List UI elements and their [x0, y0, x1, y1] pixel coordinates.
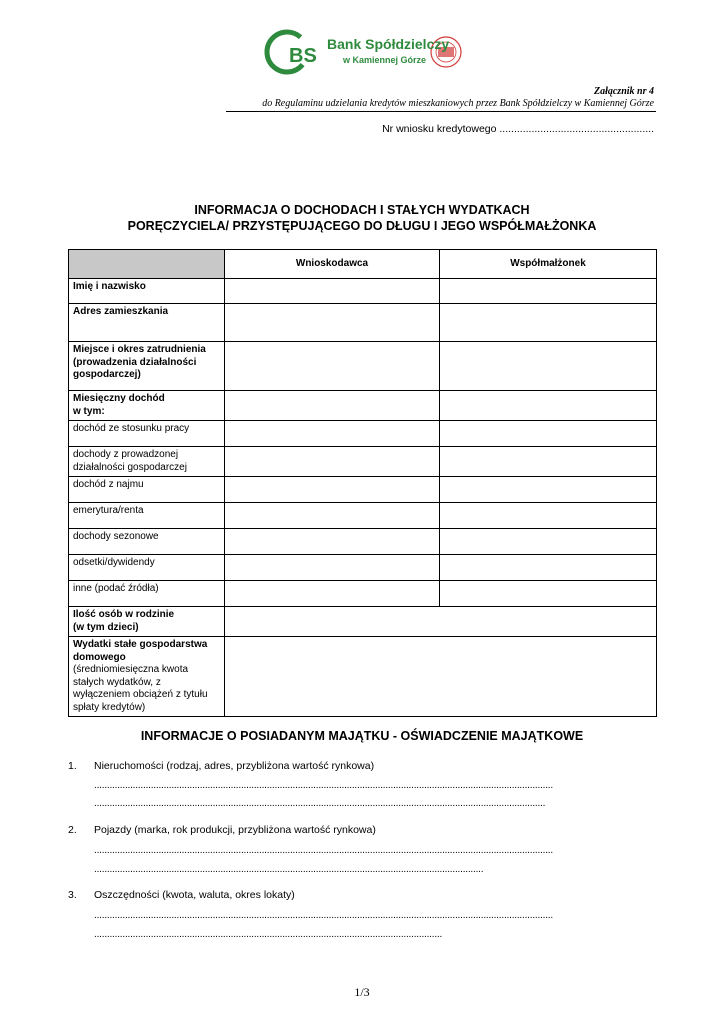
assets-heading: INFORMACJE O POSIADANYM MAJĄTKU - OŚWIADCZENIE MAJĄTKOWE — [140, 729, 584, 743]
table-row — [69, 607, 657, 637]
spouse-pension-cell[interactable] — [440, 503, 657, 529]
asset-item-savings — [68, 889, 295, 901]
applicant-employment-cell[interactable] — [225, 342, 440, 391]
table-row — [69, 529, 657, 555]
asset-label: Pojazdy (marka, rok produkcji, przybliżona wartość rynkowa) — [94, 824, 376, 836]
asset-label: Oszczędności (kwota, waluta, okres lokaty) — [94, 889, 295, 901]
applicant-employment-income-cell[interactable] — [225, 421, 440, 447]
table-row — [69, 581, 657, 607]
applicant-rental-income-cell[interactable] — [225, 477, 440, 503]
row-label-other: inne (podać źródła) — [69, 581, 225, 607]
savings-line2[interactable]: ....................................................................................................................................... — [94, 929, 443, 940]
real-estate-line2[interactable]: ............................................................................................................................................................................... — [94, 798, 546, 809]
family-size-cell[interactable] — [225, 607, 657, 637]
row-label-employment-income: dochód ze stosunku pracy — [69, 421, 225, 447]
row-label-expenses — [69, 637, 225, 717]
table-row — [69, 342, 657, 391]
row-label-family — [69, 607, 225, 637]
row-label-pension: emerytura/renta — [69, 503, 225, 529]
main-heading — [0, 202, 724, 234]
real-estate-line1[interactable]: .................................................................................................................................................................................. — [94, 780, 553, 791]
application-number[interactable]: Nr wniosku kredytowego ..................................................... — [382, 123, 654, 135]
expenses-title: Wydatki stałe gospodarstwa domowego — [73, 639, 208, 663]
row-label-employment: Miejsce i okres zatrudnienia (prowadzenia działalności gospodarczej) — [69, 342, 225, 391]
table-row — [69, 421, 657, 447]
annex-subtitle: do Regulaminu udzielania kredytów mieszkaniowych przez Bank Spółdzielczy w Kamiennej Górze — [262, 98, 654, 109]
expenses-cell[interactable] — [225, 637, 657, 717]
applicant-income-cell[interactable] — [225, 391, 440, 421]
col-applicant: Wnioskodawca — [225, 250, 440, 279]
income-table — [68, 249, 657, 717]
row-label-interest: odsetki/dywidendy — [69, 555, 225, 581]
spouse-seasonal-cell[interactable] — [440, 529, 657, 555]
asset-label: Nieruchomości (rodzaj, adres, przybliżona wartość rynkowa) — [94, 760, 375, 772]
spouse-employment-income-cell[interactable] — [440, 421, 657, 447]
asset-num: 3. — [68, 889, 77, 901]
row-label-address: Adres zamieszkania — [69, 304, 225, 342]
savings-line1[interactable]: .................................................................................................................................................................................. — [94, 910, 553, 921]
row-label-seasonal: dochody sezonowe — [69, 529, 225, 555]
logo-line2: w Kamiennej Górze — [343, 55, 427, 65]
spouse-interest-cell[interactable] — [440, 555, 657, 581]
spouse-business-income-cell[interactable] — [440, 447, 657, 477]
header-divider — [226, 111, 656, 112]
income-sub: w tym: — [73, 405, 105, 417]
asset-num: 1. — [68, 760, 77, 772]
table-row — [69, 503, 657, 529]
applicant-other-cell[interactable] — [225, 581, 440, 607]
page-number: 1/3 — [354, 985, 370, 999]
spouse-address-cell[interactable] — [440, 304, 657, 342]
header-empty-cell — [69, 250, 225, 279]
applicant-seasonal-cell[interactable] — [225, 529, 440, 555]
spouse-other-cell[interactable] — [440, 581, 657, 607]
asset-item-real-estate — [68, 760, 374, 772]
table-row — [69, 447, 657, 477]
row-label-income — [69, 391, 225, 421]
row-label-rental-income: dochód z najmu — [69, 477, 225, 503]
spouse-name-cell[interactable] — [440, 279, 657, 304]
applicant-pension-cell[interactable] — [225, 503, 440, 529]
main-heading-line1: INFORMACJA O DOCHODACH I STAŁYCH WYDATKACH — [194, 203, 530, 217]
table-row — [69, 279, 657, 304]
expenses-note: (średniomiesięczna kwota stałych wydatków, z wyłączeniem obciążeń z tytułu spłaty kredytów) — [73, 664, 208, 713]
col-spouse: Współmałżonek — [440, 250, 657, 279]
main-heading-line2: PORĘCZYCIELA/ PRZYSTĘPUJĄCEGO DO DŁUGU I JEGO WSPÓŁMAŁŻONKA — [127, 219, 597, 233]
spouse-income-cell[interactable] — [440, 391, 657, 421]
table-row — [69, 391, 657, 421]
applicant-business-income-cell[interactable] — [225, 447, 440, 477]
applicant-interest-cell[interactable] — [225, 555, 440, 581]
family-sub: (w tym dzieci) — [73, 621, 139, 633]
spouse-employment-cell[interactable] — [440, 342, 657, 391]
table-row — [69, 637, 657, 717]
income-title: Miesięczny dochód — [73, 393, 165, 404]
table-header-row — [69, 250, 657, 279]
logo-mark: BS — [289, 45, 317, 67]
applicant-address-cell[interactable] — [225, 304, 440, 342]
family-title: Ilość osób w rodzinie — [73, 609, 175, 620]
logo-line1: Bank Spółdzielczy — [327, 36, 450, 52]
asset-num: 2. — [68, 824, 77, 836]
table-row — [69, 477, 657, 503]
applicant-name-cell[interactable] — [225, 279, 440, 304]
row-label-name: Imię i nazwisko — [69, 279, 225, 304]
table-row — [69, 555, 657, 581]
spouse-rental-income-cell[interactable] — [440, 477, 657, 503]
vehicles-line1[interactable]: .................................................................................................................................................................................. — [94, 845, 553, 856]
table-row — [69, 304, 657, 342]
vehicles-line2[interactable]: ....................................................................................................................................................... — [94, 864, 484, 875]
annex-title: Załącznik nr 4 — [593, 86, 654, 97]
asset-item-vehicles — [68, 824, 376, 836]
row-label-business-income: dochody z prowadzonej działalności gospodarczej — [69, 447, 225, 477]
